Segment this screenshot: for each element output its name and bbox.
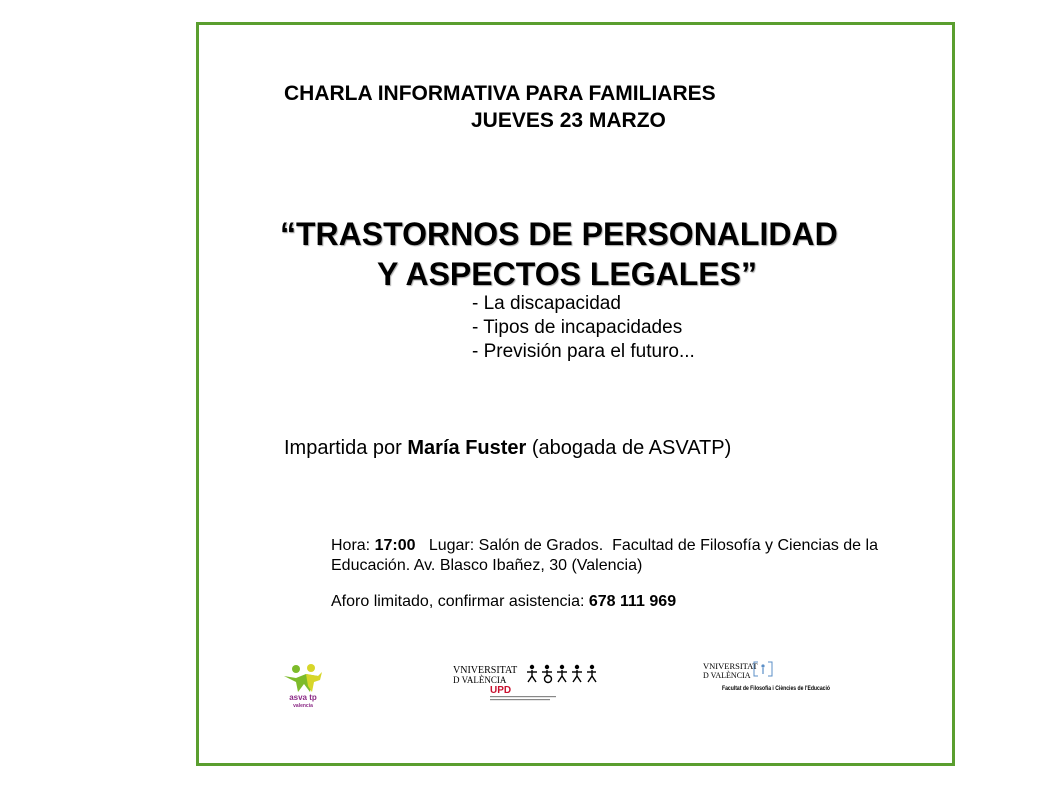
speaker-line — [284, 437, 731, 460]
upd-logo — [452, 662, 597, 704]
topic-item: - Tipos de incapacidades — [472, 317, 683, 338]
aforo-line — [331, 593, 676, 611]
upd-logo-line1: VNIVERSITAT — [453, 665, 518, 676]
header-line-1: CHARLA INFORMATIVA PARA FAMILIARES — [284, 82, 716, 105]
title-line-2: Y ASPECTOS LEGALES” — [377, 256, 757, 292]
address-line: Educación. Av. Blasco Ibañez, 30 (Valencia) — [331, 557, 643, 574]
lugar-text: Lugar: Salón de Grados. Facultad de Filosofía y Ciencias de la — [415, 537, 878, 554]
upd-logo-line2: D VALÈNCIA — [453, 675, 507, 685]
upd-logo-acronym: UPD — [490, 685, 512, 696]
asvatp-logo-subtext: valencia — [293, 703, 313, 709]
topic-item: - Previsión para el futuro... — [472, 341, 695, 362]
topic-item: - La discapacidad — [472, 293, 621, 314]
time-place-line — [331, 537, 878, 555]
filosofia-faculty-logo — [702, 660, 832, 696]
speaker-prefix: Impartida por — [284, 437, 408, 459]
speaker-name: María Fuster — [407, 437, 527, 459]
filosofia-logo-faculty: Facultat de Filosofia i Ciències de l'Educació — [722, 686, 831, 692]
green-frame — [196, 22, 955, 766]
speaker-suffix: (abogada de ASVATP) — [526, 437, 732, 459]
hora-label: Hora: — [331, 537, 375, 554]
asvatp-logo-text: asva tp — [289, 693, 317, 702]
aforo-label: Aforo limitado, confirmar asistencia: — [331, 593, 589, 610]
asvatp-logo — [278, 662, 328, 708]
filosofia-logo-line1: VNIVERSITAT — [703, 661, 758, 671]
filosofia-logo-line2: D VALÈNCIA — [703, 671, 751, 680]
phone-number: 678 111 969 — [588, 593, 677, 610]
hora-value: 17:00 — [374, 537, 416, 554]
title-line-1: “TRASTORNOS DE PERSONALIDAD — [280, 216, 838, 252]
header-date: JUEVES 23 MARZO — [471, 109, 666, 132]
